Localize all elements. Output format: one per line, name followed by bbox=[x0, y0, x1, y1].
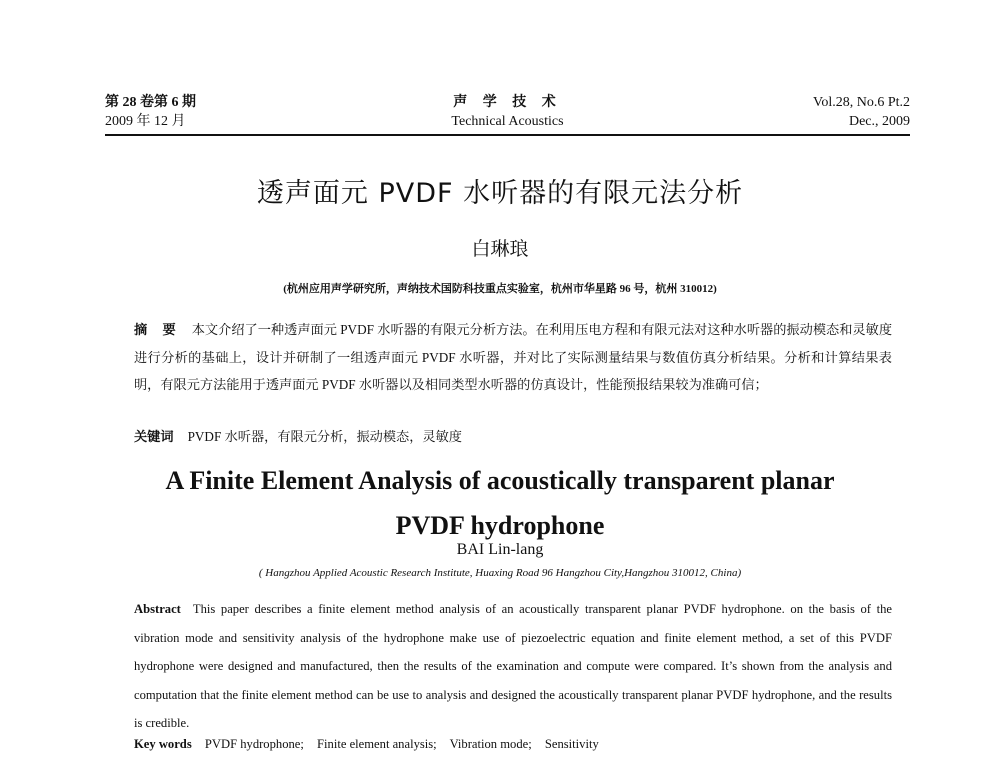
cn-abstract bbox=[134, 316, 892, 399]
en-keywords-label: Key words bbox=[134, 737, 192, 751]
header-right bbox=[813, 93, 910, 131]
header-center bbox=[105, 93, 910, 131]
header-rule bbox=[105, 134, 910, 136]
en-author: BAI Lin-lang bbox=[456, 541, 544, 558]
en-abstract bbox=[134, 595, 892, 738]
volume-en: Vol.28, No.6 Pt.2 bbox=[813, 95, 910, 110]
en-abstract-label: Abstract bbox=[134, 602, 181, 616]
en-keyword: Sensitivity bbox=[544, 737, 599, 751]
cn-keywords-text: PVDF 水听器，有限元分析，振动模态，灵敏度 bbox=[187, 429, 462, 444]
en-keyword: Finite element analysis; bbox=[317, 737, 437, 751]
date-en: Dec., 2009 bbox=[848, 114, 910, 129]
en-keyword: Vibration mode; bbox=[449, 737, 532, 751]
cn-paper-title: 透声面元 PVDF 水听器的有限元法分析 bbox=[256, 178, 744, 209]
en-affiliation: ( Hangzhou Applied Acoustic Research Institute, Huaxing Road 96 Hangzhou City,Hangzhou 310012, China) bbox=[258, 567, 742, 579]
journal-name-en: Technical Acoustics bbox=[451, 114, 564, 129]
en-paper-title bbox=[0, 458, 1000, 548]
journal-name-cn: 声 学 技 术 bbox=[453, 95, 562, 110]
en-title-line-2: PVDF hydrophone bbox=[395, 511, 605, 540]
date-cn: 2009 年 12 月 bbox=[105, 114, 186, 129]
cn-abstract-label: 摘 要 bbox=[134, 322, 182, 337]
en-abstract-text: This paper describes a finite element method analysis of an acoustically transparent planar PVDF hydrophone. on the basis of the vibration mode and sensitivity analysis of the hydrophone make use of piezoelectric equation and finite element method, a set of this PVDF hydrophone were designed and manufactured, then the results of the examination and compute were compared. It’s shown from the analysis and computation that the finite element method can be use to analysis and designed the acoustically transparent planar PVDF hydrophone, and the results is credible. bbox=[134, 602, 892, 731]
en-keyword: PVDF hydrophone; bbox=[204, 737, 304, 751]
cn-affiliation: (杭州应用声学研究所，声纳技术国防科技重点实验室，杭州市华星路 96 号，杭州 310012) bbox=[283, 283, 717, 295]
en-keywords bbox=[134, 734, 892, 754]
cn-keywords bbox=[134, 426, 892, 448]
journal-issue-cn: 第 28 卷第 6 期 bbox=[105, 95, 196, 110]
en-title-line-1: A Finite Element Analysis of acoustically transparent planar bbox=[165, 466, 835, 495]
cn-abstract-text: 本文介绍了一种透声面元 PVDF 水听器的有限元分析方法。在利用压电方程和有限元法对这种水听器的振动模态和灵敏度进行分析的基础上，设计并研制了一组透声面元 PVDF 水听器，并对比了实际测量结果与数值仿真分析结果。分析和计算结果表明，有限元方法能用于透声面元 PVDF 水听器以及相同类型水听器的仿真设计，性能预报结果较为准确可信； bbox=[134, 322, 893, 392]
cn-keywords-label: 关键词 bbox=[134, 429, 174, 444]
cn-author: 白琳琅 bbox=[471, 238, 529, 260]
running-header bbox=[105, 93, 910, 137]
